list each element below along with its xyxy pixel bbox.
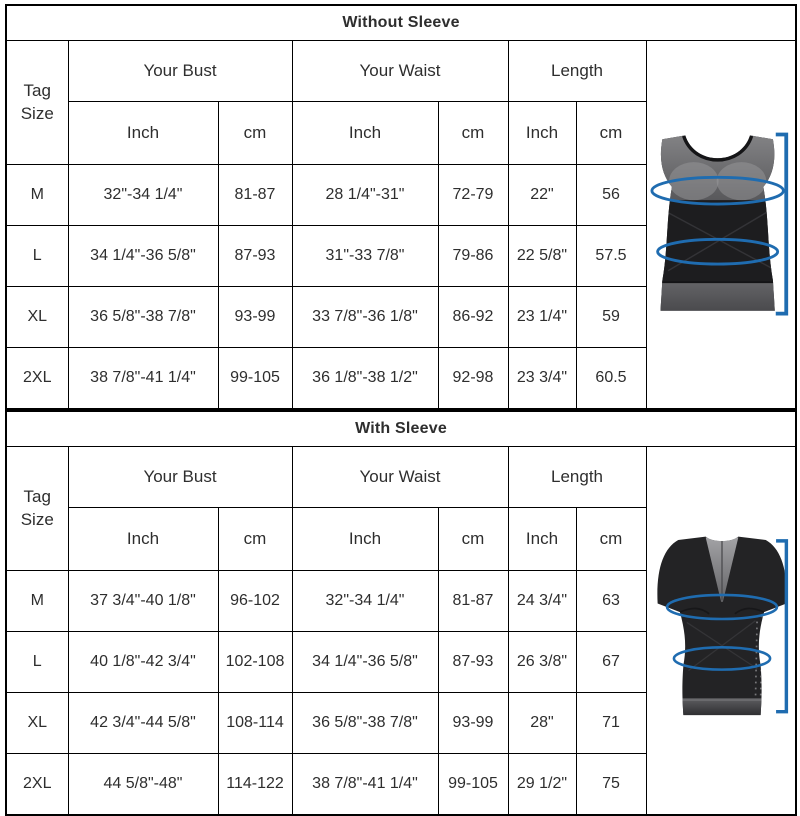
- shirt-hem-band: [649, 699, 795, 714]
- bust-group-header: Your Bust: [68, 41, 292, 102]
- row-xl-size: XL: [6, 287, 68, 348]
- row-m-bust-inch: 37 3/4"-40 1/8": [68, 571, 218, 632]
- row-l-waist-inch: 31"-33 7/8": [292, 226, 438, 287]
- row-m-waist-inch: 32"-34 1/4": [292, 571, 438, 632]
- row-2xl-bust-inch: 38 7/8"-41 1/4": [68, 348, 218, 410]
- row-l-bust-inch: 40 1/8"-42 3/4": [68, 632, 218, 693]
- tag-size-header: Tag Size: [6, 41, 68, 165]
- row-l-length-inch: 26 3/8": [508, 632, 576, 693]
- row-xl-bust-inch: 36 5/8"-38 7/8": [68, 287, 218, 348]
- row-l-length-inch: 22 5/8": [508, 226, 576, 287]
- row-2xl-waist-cm: 92-98: [438, 348, 508, 410]
- row-m-size: M: [6, 571, 68, 632]
- row-l-size: L: [6, 632, 68, 693]
- row-m-length-cm: 56: [576, 165, 646, 226]
- length-group-header: Length: [508, 447, 646, 508]
- waist-group-header: Your Waist: [292, 41, 508, 102]
- bust-group-header: Your Bust: [68, 447, 292, 508]
- row-2xl-bust-cm: 114-122: [218, 754, 292, 816]
- row-xl-length-cm: 59: [576, 287, 646, 348]
- length-bracket: [776, 134, 786, 313]
- row-xl-waist-inch: 36 5/8"-38 7/8": [292, 693, 438, 754]
- row-2xl-size: 2XL: [6, 754, 68, 816]
- waist-cm-header: cm: [438, 508, 508, 571]
- row-m-length-inch: 24 3/4": [508, 571, 576, 632]
- row-2xl-waist-inch: 38 7/8"-41 1/4": [292, 754, 438, 816]
- waist-inch-header: Inch: [292, 102, 438, 165]
- row-2xl-length-inch: 29 1/2": [508, 754, 576, 816]
- size-table-with-sleeve: [5, 410, 797, 816]
- sleeveless-vest-image: [649, 124, 792, 326]
- row-m-size: M: [6, 165, 68, 226]
- row-xl-bust-cm: 93-99: [218, 287, 292, 348]
- row-xl-length-cm: 71: [576, 693, 646, 754]
- length-group-header: Length: [508, 41, 646, 102]
- row-m-length-inch: 22": [508, 165, 576, 226]
- length-cm-header: cm: [576, 508, 646, 571]
- tag-size-header: Tag Size: [6, 447, 68, 571]
- length-inch-header: Inch: [508, 508, 576, 571]
- row-m-waist-cm: 81-87: [438, 571, 508, 632]
- row-l-bust-inch: 34 1/4"-36 5/8": [68, 226, 218, 287]
- vest-image-cell: [646, 41, 796, 410]
- row-xl-size: XL: [6, 693, 68, 754]
- table-title-without-sleeve: Without Sleeve: [6, 5, 796, 41]
- row-l-waist-cm: 79-86: [438, 226, 508, 287]
- vest-hem-band: [649, 282, 792, 326]
- row-xl-length-inch: 23 1/4": [508, 287, 576, 348]
- row-m-length-cm: 63: [576, 571, 646, 632]
- row-m-waist-inch: 28 1/4"-31": [292, 165, 438, 226]
- row-m-bust-inch: 32"-34 1/4": [68, 165, 218, 226]
- waist-inch-header: Inch: [292, 508, 438, 571]
- length-inch-header: Inch: [508, 102, 576, 165]
- bust-cm-header: cm: [218, 102, 292, 165]
- row-2xl-length-inch: 23 3/4": [508, 348, 576, 410]
- row-l-bust-cm: 102-108: [218, 632, 292, 693]
- row-m-bust-cm: 96-102: [218, 571, 292, 632]
- row-xl-waist-cm: 86-92: [438, 287, 508, 348]
- row-xl-waist-inch: 33 7/8"-36 1/8": [292, 287, 438, 348]
- shirt-image-cell: [646, 447, 796, 816]
- size-table-without-sleeve: [5, 4, 797, 410]
- bust-inch-header: Inch: [68, 102, 218, 165]
- bust-inch-header: Inch: [68, 508, 218, 571]
- row-xl-bust-inch: 42 3/4"-44 5/8": [68, 693, 218, 754]
- row-l-waist-inch: 34 1/4"-36 5/8": [292, 632, 438, 693]
- row-2xl-waist-cm: 99-105: [438, 754, 508, 816]
- row-2xl-bust-cm: 99-105: [218, 348, 292, 410]
- row-l-length-cm: 67: [576, 632, 646, 693]
- row-2xl-bust-inch: 44 5/8"-48": [68, 754, 218, 816]
- length-cm-header: cm: [576, 102, 646, 165]
- row-xl-length-inch: 28": [508, 693, 576, 754]
- table-title-with-sleeve: With Sleeve: [6, 411, 796, 447]
- waist-cm-header: cm: [438, 102, 508, 165]
- row-l-size: L: [6, 226, 68, 287]
- row-2xl-waist-inch: 36 1/8"-38 1/2": [292, 348, 438, 410]
- row-l-waist-cm: 87-93: [438, 632, 508, 693]
- row-l-length-cm: 57.5: [576, 226, 646, 287]
- row-xl-bust-cm: 108-114: [218, 693, 292, 754]
- row-m-bust-cm: 81-87: [218, 165, 292, 226]
- row-2xl-length-cm: 60.5: [576, 348, 646, 410]
- row-l-bust-cm: 87-93: [218, 226, 292, 287]
- row-m-waist-cm: 72-79: [438, 165, 508, 226]
- row-2xl-size: 2XL: [6, 348, 68, 410]
- waist-group-header: Your Waist: [292, 447, 508, 508]
- short-sleeve-shirt-image: [649, 528, 795, 734]
- row-2xl-length-cm: 75: [576, 754, 646, 816]
- row-xl-waist-cm: 93-99: [438, 693, 508, 754]
- bust-cm-header: cm: [218, 508, 292, 571]
